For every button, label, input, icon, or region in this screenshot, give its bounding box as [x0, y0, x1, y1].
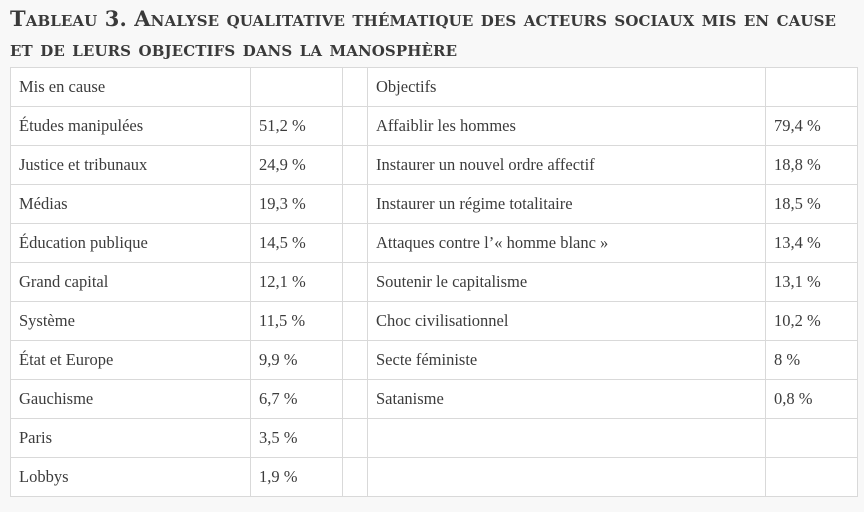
objective-percentage [766, 458, 858, 497]
objective-percentage: 18,5 % [766, 185, 858, 224]
cause-percentage: 6,7 % [251, 380, 343, 419]
spacer-cell [343, 146, 368, 185]
data-table [10, 67, 858, 497]
spacer-cell [343, 380, 368, 419]
objective-percentage: 13,4 % [766, 224, 858, 263]
table-row [11, 263, 858, 302]
spacer-cell [343, 302, 368, 341]
cause-label: Gauchisme [11, 380, 251, 419]
spacer-cell [343, 419, 368, 458]
cause-label: Grand capital [11, 263, 251, 302]
table-row [11, 419, 858, 458]
objective-label: Choc civilisationnel [368, 302, 766, 341]
objective-label [368, 419, 766, 458]
cause-label: Éducation publique [11, 224, 251, 263]
cause-label: État et Europe [11, 341, 251, 380]
cause-percentage: 19,3 % [251, 185, 343, 224]
objective-percentage: 8 % [766, 341, 858, 380]
cause-percentage: 12,1 % [251, 263, 343, 302]
spacer-cell [343, 185, 368, 224]
table-row [11, 224, 858, 263]
spacer-cell [343, 224, 368, 263]
objective-label: Instaurer un nouvel ordre affectif [368, 146, 766, 185]
objective-label: Satanisme [368, 380, 766, 419]
objective-label: Soutenir le capitalisme [368, 263, 766, 302]
spacer-cell [343, 68, 368, 107]
table-row [11, 341, 858, 380]
cause-label: Justice et tribunaux [11, 146, 251, 185]
cause-percentage: 1,9 % [251, 458, 343, 497]
table-header-row [11, 68, 858, 107]
objective-label: Attaques contre l’« homme blanc » [368, 224, 766, 263]
table-row [11, 107, 858, 146]
spacer-cell [343, 107, 368, 146]
objective-percentage: 18,8 % [766, 146, 858, 185]
table-row [11, 458, 858, 497]
table-row [11, 146, 858, 185]
cause-percentage: 24,9 % [251, 146, 343, 185]
table-row [11, 185, 858, 224]
cause-label: Lobbys [11, 458, 251, 497]
header-mis-en-cause: Mis en cause [11, 68, 251, 107]
objective-label: Instaurer un régime totalitaire [368, 185, 766, 224]
header-objectifs: Objectifs [368, 68, 766, 107]
spacer-cell [343, 458, 368, 497]
header-empty-cell [251, 68, 343, 107]
cause-percentage: 14,5 % [251, 224, 343, 263]
objective-percentage [766, 419, 858, 458]
objective-label: Affaiblir les hommes [368, 107, 766, 146]
table-title: Tableau 3. Analyse qualitative thématique des acteurs sociaux mis en cause et de leurs objectifs dans la manosphère [10, 6, 837, 61]
objective-label [368, 458, 766, 497]
objective-percentage: 0,8 % [766, 380, 858, 419]
cause-percentage: 11,5 % [251, 302, 343, 341]
spacer-cell [343, 341, 368, 380]
table-row [11, 302, 858, 341]
cause-percentage: 51,2 % [251, 107, 343, 146]
cause-label: Médias [11, 185, 251, 224]
cause-label: Paris [11, 419, 251, 458]
table-row [11, 380, 858, 419]
objective-label: Secte féministe [368, 341, 766, 380]
objective-percentage: 10,2 % [766, 302, 858, 341]
cause-percentage: 9,9 % [251, 341, 343, 380]
cause-label: Système [11, 302, 251, 341]
cause-label: Études manipulées [11, 107, 251, 146]
cause-percentage: 3,5 % [251, 419, 343, 458]
objective-percentage: 13,1 % [766, 263, 858, 302]
header-empty-cell [766, 68, 858, 107]
objective-percentage: 79,4 % [766, 107, 858, 146]
spacer-cell [343, 263, 368, 302]
